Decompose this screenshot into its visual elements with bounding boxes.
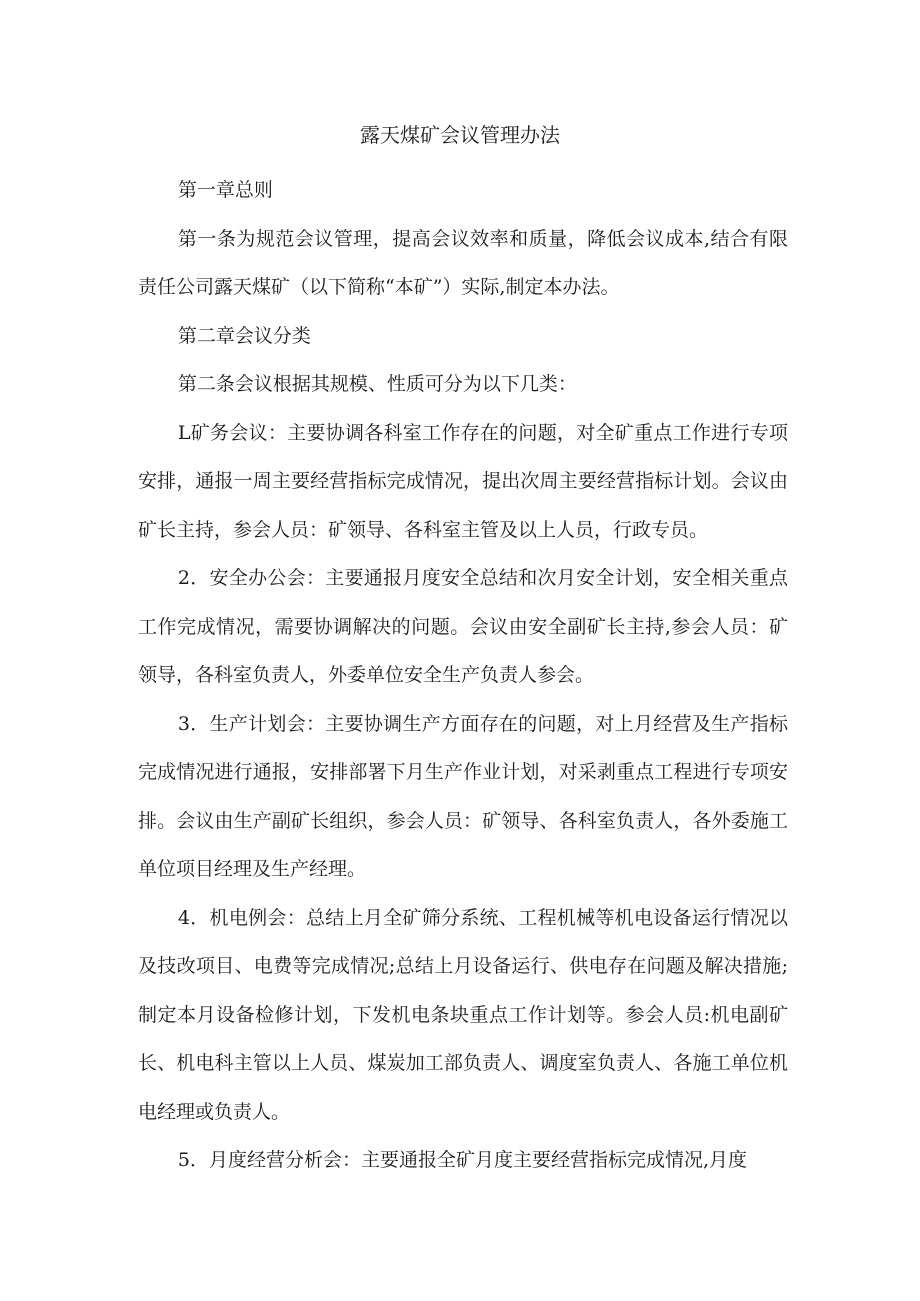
article-paragraph: 第二条会议根据其规模、性质可分为以下几类： xyxy=(177,373,577,395)
list-item-paragraph: 5．月度经营分析会：主要通报全矿月度主要经营指标完成情况,月度 xyxy=(177,1149,748,1171)
chapter-heading: 第二章会议分类 xyxy=(177,324,311,347)
list-item-paragraph: 4．机电例会：总结上月全矿筛分系统、工程机械等机电设备运行情况以及技改项目、电费等完成情况;总结上月设备运行、供电存在问题及解决措施;制定本月设备检修计划，下发机电条块重点工作计划等。参会人员:机电副矿长、机电科主管以上人员、煤炭加工部负责人、调度室负责人、各施工单位机电经理或负责人。 xyxy=(138,906,788,1123)
document-body xyxy=(138,166,788,1185)
list-item-paragraph: L矿务会议：主要协调各科室工作存在的问题，对全矿重点工作进行专项安排，通报一周主要经营指标完成情况，提出次周主要经营指标计划。会议由矿长主持，参会人员：矿领导、各科室主管及以上人员，行政专员。 xyxy=(138,421,788,541)
chapter-heading: 第一章总则 xyxy=(177,179,273,201)
article-paragraph: 第一条为规范会议管理，提高会议效率和质量，降低会议成本,结合有限责任公司露天煤矿（以下简称“本矿”）实际,制定本办法。 xyxy=(138,227,788,298)
document-title: 露天煤矿会议管理办法 xyxy=(360,123,560,147)
list-item-paragraph: 2．安全办公会：主要通报月度安全总结和次月安全计划，安全相关重点工作完成情况，需要协调解决的问题。会议由安全副矿长主持,参会人员：矿领导，各科室负责人，外委单位安全生产负责人参会。 xyxy=(138,567,788,686)
list-item-paragraph: 3．生产计划会：主要协调生产方面存在的问题，对上月经营及生产指标完成情况进行通报，安排部署下月生产作业计划，对采剥重点工程进行专项安排。会议由生产副矿长组织，参会人员：矿领导、各科室负责人，各外委施工单位项目经理及生产经理。 xyxy=(138,712,788,880)
